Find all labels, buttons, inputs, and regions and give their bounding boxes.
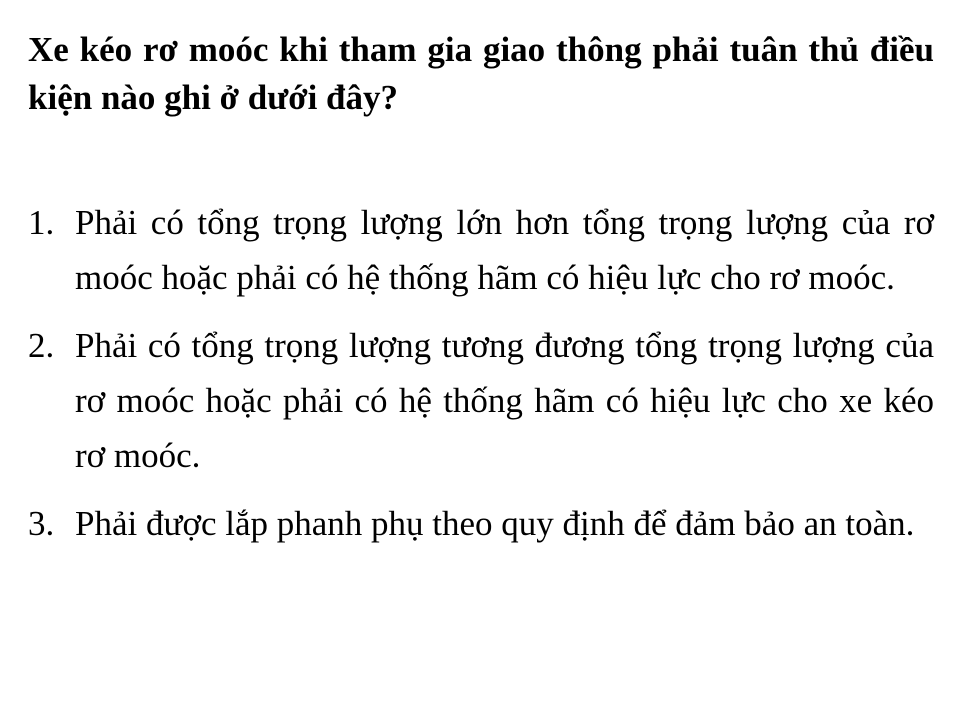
answer-text: Phải có tổng trọng lượng tương đương tổng trọng lượng của rơ moóc hoặc phải có hệ thống hãm có hiệu lực cho xe kéo rơ moóc.: [75, 326, 934, 475]
answer-list: [28, 195, 934, 564]
answer-option-2[interactable]: [28, 318, 934, 483]
question-text: Xe kéo rơ moóc khi tham gia giao thông phải tuân thủ điều kiện nào ghi ở dưới đây?: [28, 30, 934, 117]
answer-text: Phải có tổng trọng lượng lớn hơn tổng trọng lượng của rơ moóc hoặc phải có hệ thống hãm có hiệu lực cho rơ moóc.: [75, 203, 934, 297]
answer-text: Phải được lắp phanh phụ theo quy định để đảm bảo an toàn.: [75, 504, 915, 543]
answer-option-1[interactable]: [28, 195, 934, 305]
answer-option-3[interactable]: [28, 496, 934, 551]
answer-number: 3.: [28, 504, 55, 543]
answer-number: 2.: [28, 326, 55, 365]
answer-number: 1.: [28, 203, 55, 242]
